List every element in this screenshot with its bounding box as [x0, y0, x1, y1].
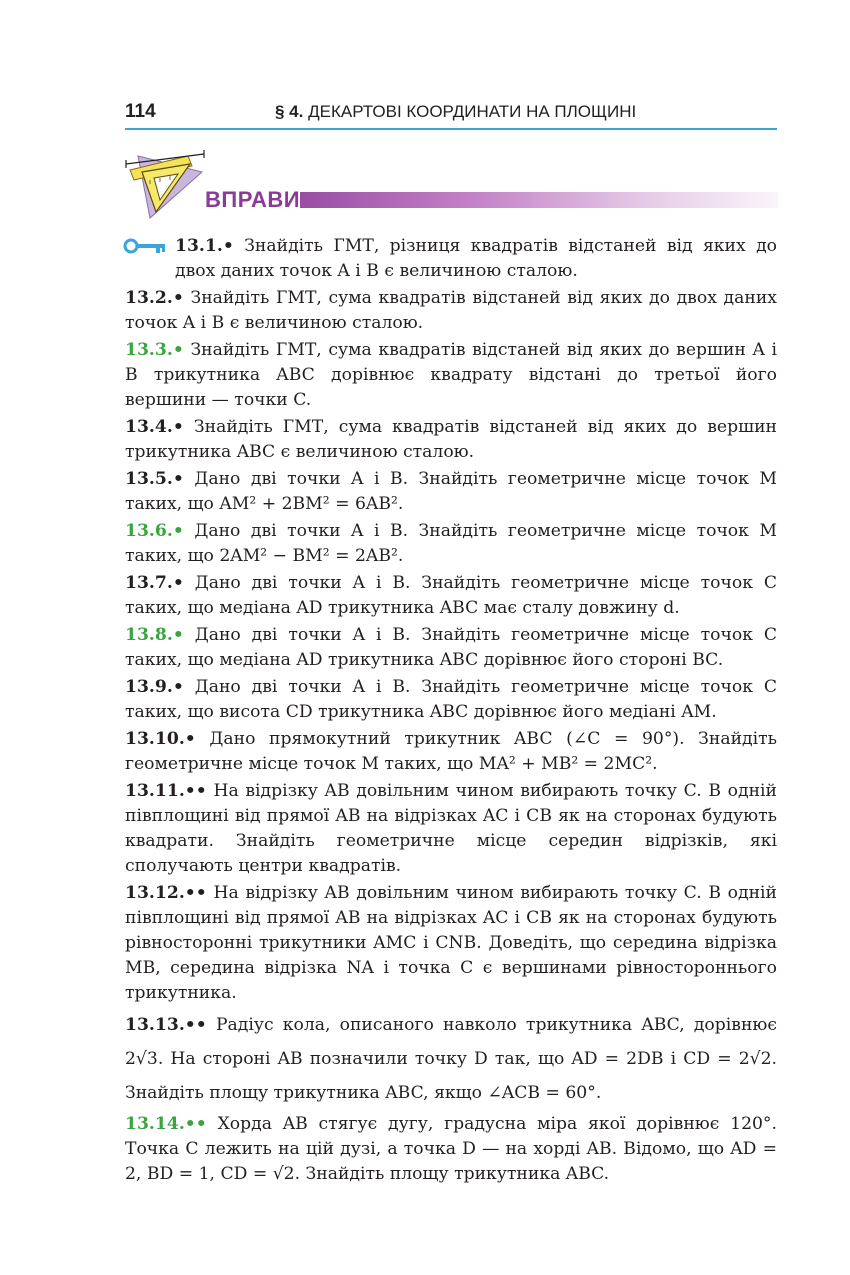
exercise-text: Дано дві точки A і B. Знайдіть геометричне місце точок C таких, що медіана AD трикутника ABC дорівнює його стороні BC. — [125, 625, 777, 670]
exercise-text: Хорда AB стягує дугу, градусна міра якої дорівнює 120°. Точка C лежить на цій дузі, а точка D — на хорді AB. Відомо, що AD = 2, BD = 1, CD = √2. Знайдіть площу трикутника ABC. — [125, 1114, 777, 1184]
exercise-item — [125, 727, 777, 777]
exercise-text: Знайдіть ГМТ, різниця квадратів відстаней від яких до двох даних точок A і B є величиною сталою. — [175, 236, 777, 281]
exercise-item — [125, 571, 777, 621]
exercise-number: 13.4.• — [125, 417, 184, 437]
key-icon — [123, 237, 169, 255]
exercise-number: 13.2.• — [125, 288, 184, 308]
exercise-item — [125, 467, 777, 517]
exercise-item — [125, 675, 777, 725]
exercise-text: На відрізку AB довільним чином вибирають точку C. В одній півплощині від прямої AB на відрізках AC і CB як на сторонах будують квадрати. Знайдіть геометричне місце середин відрізків, які сполучають центри квадратів. — [125, 781, 777, 876]
exercise-text: Дано дві точки A і B. Знайдіть геометричне місце точок C таких, що медіана AD трикутника ABC має сталу довжину d. — [125, 573, 777, 618]
exercise-number: 13.6.• — [125, 521, 184, 541]
exercise-number: 13.9.• — [125, 677, 184, 697]
exercise-text: Знайдіть ГМТ, сума квадратів відстаней від яких до двох даних точок A і B є величиною сталою. — [125, 288, 777, 333]
heading-gradient-bar — [300, 192, 778, 208]
exercise-text: Знайдіть ГМТ, сума квадратів відстаней від яких до вершин A і B трикутника ABC дорівнює квадрату відстані до третьої його вершини — точки C. — [125, 340, 777, 410]
exercise-number: 13.8.• — [125, 625, 184, 645]
exercise-item — [125, 234, 777, 284]
exercises-heading-block — [120, 150, 780, 230]
exercise-item — [125, 338, 777, 413]
exercise-text: Дано дві точки A і B. Знайдіть геометричне місце точок M таких, що AM² + 2BM² = 6AB². — [125, 469, 777, 514]
exercise-text: Дано дві точки A і B. Знайдіть геометричне місце точок M таких, що 2AM² − BM² = 2AB². — [125, 521, 777, 566]
set-square-ruler-icon — [120, 150, 210, 222]
exercise-item — [125, 779, 777, 879]
exercise-text: Радіус кола, описаного навколо трикутника ABC, дорівнює 2√3. На стороні AB позначили точку D так, що AD = 2DB і CD = 2√2. Знайдіть площу трикутника ABC, якщо ∠ACB = 60°. — [125, 1015, 777, 1103]
running-title — [275, 102, 636, 122]
exercise-text: Знайдіть ГМТ, сума квадратів відстаней від яких до вершин трикутника ABC є величиною сталою. — [125, 417, 777, 462]
exercise-number: 13.13.•• — [125, 1015, 207, 1035]
exercise-item — [125, 1112, 777, 1187]
exercise-text: На відрізку AB довільним чином вибирають точку C. В одній півплощині від прямої AB на відрізках AC і CB як на сторонах будують рівносторонні трикутники AMC і CNB. Доведіть, що середина відрізка MB, середина відрізка NA і точка C є вершинами рівностороннього трикутника. — [125, 883, 777, 1003]
exercise-number: 13.1.• — [175, 236, 234, 256]
exercise-text: Дано прямокутний трикутник ABC (∠C = 90°). Знайдіть геометричне місце точок M таких, що MA² + MB² = 2MC². — [125, 729, 777, 774]
section-number: § 4. — [275, 102, 304, 121]
exercise-number: 13.12.•• — [125, 883, 207, 903]
page-number: 114 — [125, 101, 156, 122]
exercises-heading: ВПРАВИ — [205, 187, 301, 212]
exercise-item — [125, 1008, 777, 1110]
exercise-item — [125, 415, 777, 465]
exercise-text: Дано дві точки A і B. Знайдіть геометричне місце точок C таких, що висота CD трикутника ABC дорівнює його медіані AM. — [125, 677, 777, 722]
exercise-number: 13.11.•• — [125, 781, 207, 801]
exercise-number: 13.14.•• — [125, 1114, 207, 1134]
section-title: ДЕКАРТОВІ КООРДИНАТИ НА ПЛОЩИНІ — [308, 102, 637, 121]
header-rule — [125, 128, 777, 130]
exercise-item — [125, 519, 777, 569]
exercise-number: 13.3.• — [125, 340, 184, 360]
running-header — [125, 98, 777, 130]
exercise-item — [125, 623, 777, 673]
exercise-item — [125, 286, 777, 336]
exercise-number: 13.5.• — [125, 469, 184, 489]
exercise-list — [125, 234, 777, 1189]
exercise-number: 13.7.• — [125, 573, 184, 593]
exercise-item — [125, 881, 777, 1006]
exercise-number: 13.10.• — [125, 729, 196, 749]
